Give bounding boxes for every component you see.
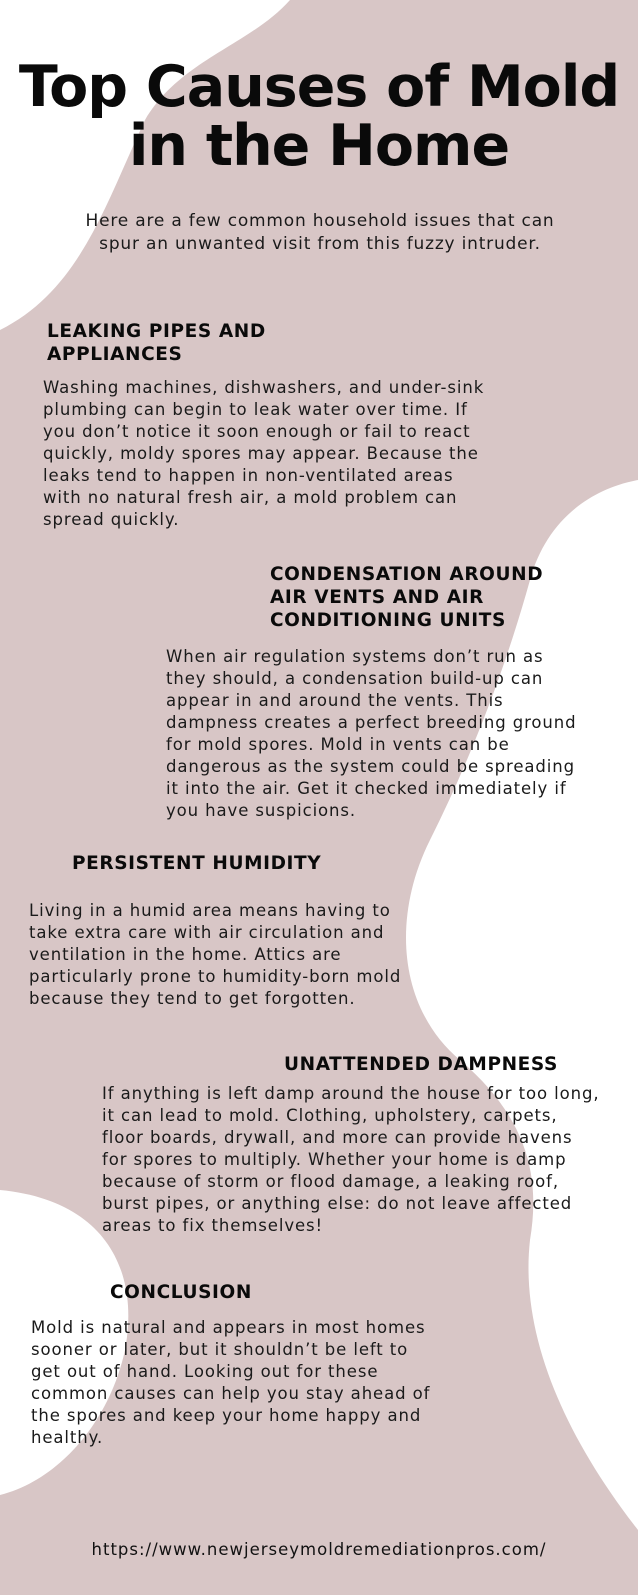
heading-unattended-dampness: UNATTENDED DAMPNESS bbox=[284, 1054, 558, 1075]
body-unattended-dampness: If anything is left damp around the house for too long, it can lead to mold. Clothing, upholstery, carpets, floor boards, drywall, and more can provide havens for spores to multiply. Whether your home is damp because of storm or flood damage, a leaking roof, burst pipes, or anything else: do not leave affected areas to fix themselves! bbox=[102, 1084, 600, 1235]
page-title: Top Causes of Mold in the Home bbox=[18, 54, 620, 179]
heading-leaking-pipes: LEAKING PIPES AND APPLIANCES bbox=[47, 321, 266, 365]
body-leaking-pipes: Washing machines, dishwashers, and under-sink plumbing can begin to leak water over time. If you don’t notice it soon enough or fail to react quickly, moldy spores may appear. Because the leaks tend to happen in non-ventilated areas with no natural fresh air, a mold problem can spread quickly. bbox=[43, 378, 485, 529]
intro-text: Here are a few common household issues that can spur an unwanted visit from this fuzzy intruder. bbox=[85, 211, 555, 254]
body-condensation: When air regulation systems don’t run as they should, a condensation build-up can appear in and around the vents. This dampness creates a perfect breeding ground for mold spores. Mold in vents can be dangerous as the system could be spreading it into the air. Get it checked immediately if you have suspicions. bbox=[166, 647, 577, 820]
heading-conclusion: CONCLUSION bbox=[110, 1282, 252, 1303]
heading-persistent-humidity: PERSISTENT HUMIDITY bbox=[72, 853, 322, 874]
heading-condensation: CONDENSATION AROUND AIR VENTS AND AIR CONDITIONING UNITS bbox=[270, 564, 544, 631]
body-persistent-humidity: Living in a humid area means having to take extra care with air circulation and ventilation in the home. Attics are particularly prone to humidity-born mold because they tend to get forgotten. bbox=[29, 901, 402, 1008]
body-conclusion: Mold is natural and appears in most homes sooner or later, but it shouldn’t be left to get out of hand. Looking out for these common causes can help you stay ahead of the spores and keep your home happy and healthy. bbox=[31, 1318, 431, 1447]
footer-url[interactable]: https://www.newjerseymoldremediationpros.com/ bbox=[91, 1540, 547, 1559]
